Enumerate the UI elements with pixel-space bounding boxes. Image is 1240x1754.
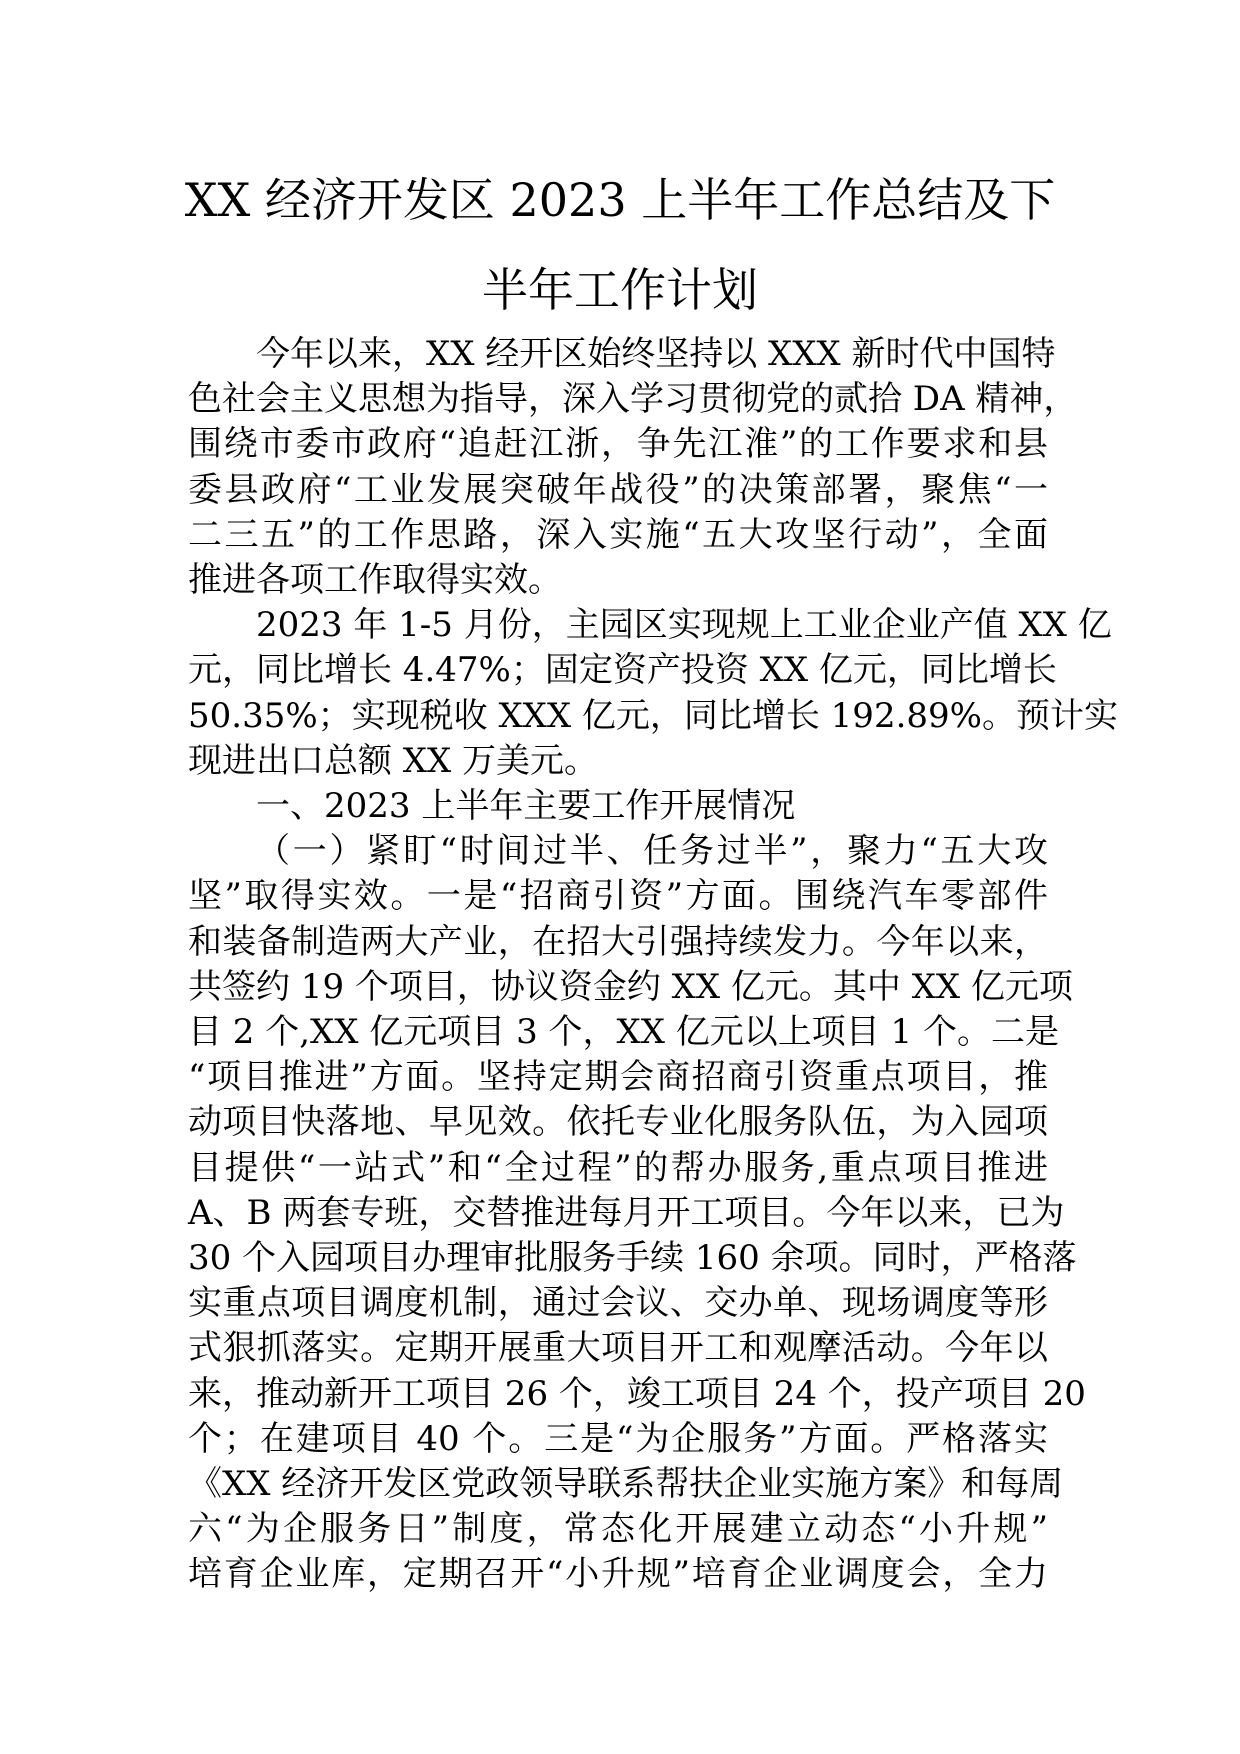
text-line: 实重点项目调度机制，通过会议、交办单、现场调度等形 [188, 1283, 1048, 1324]
text-line: 目 2 个,XX 亿元项目 3 个，XX 亿元以上项目 1 个。二是 [188, 1012, 1059, 1053]
text-line: 现进出口总额 XX 万美元。 [188, 740, 599, 781]
text-line: 《XX 经济开发区党政领导联系帮扶企业实施方案》和每周 [188, 1464, 1064, 1505]
paragraph-section-1 [188, 829, 1086, 1597]
text-line: 共签约 19 个项目，协议资金约 XX 亿元。其中 XX 亿元项 [188, 966, 1073, 1007]
paragraph-statistics [188, 603, 1118, 784]
text-line: 色社会主义思想为指导，深入学习贯彻党的贰拾 DA 精神， [188, 379, 1078, 420]
text-line: 六“为企服务日”制度，常态化开展建立动态“小升规” [188, 1509, 1048, 1550]
document-title-line-2: 半年工作计划 [482, 263, 758, 317]
text-line: 50.35%；实现税收 XXX 亿元，同比增长 192.89%。预计实 [188, 695, 1118, 736]
text-line: 坚”取得实效。一是“招商引资”方面。围绕汽车零部件 [188, 876, 1048, 917]
text-line: 推进各项工作取得实效。 [188, 560, 562, 601]
text-line: A、B 两套专班，交替推进每月开工项目。今年以来，已为 [188, 1192, 1065, 1233]
text-line: 目提供“一站式”和“全过程”的帮办服务,重点项目推进 [188, 1147, 1048, 1188]
text-line: 式狠抓落实。定期开展重大项目开工和观摩活动。今年以 [188, 1328, 1048, 1369]
text-line: 动项目快落地、早见效。依托专业化服务队伍，为入园项 [188, 1102, 1048, 1143]
text-line: “项目推进”方面。坚持定期会商招商引资重点项目，推 [188, 1057, 1048, 1098]
document-body [188, 332, 1118, 1598]
section-heading [188, 784, 1048, 829]
text-line: 委县政府“工业发展突破年战役”的决策部署，聚焦“一 [188, 469, 1048, 510]
text-line: （一）紧盯“时间过半、任务过半”，聚力“五大攻 [256, 831, 1048, 872]
text-line: 30 个入园项目办理审批服务手续 160 余项。同时，严格落 [188, 1238, 1077, 1279]
text-line: 围绕市委市政府“追赶江浙，争先江淮”的工作要求和县 [188, 424, 1048, 465]
document-title-line-1: XX 经济开发区 2023 上半年工作总结及下 [184, 173, 1056, 227]
text-line: 来，推动新开工项目 26 个，竣工项目 24 个，投产项目 20 [188, 1373, 1086, 1414]
text-line: 元，同比增长 4.47%；固定资产投资 XX 亿元，同比增长 [188, 650, 1057, 691]
text-line: 今年以来，XX 经开区始终坚持以 XXX 新时代中国特 [256, 334, 1056, 374]
text-line: 和装备制造两大产业，在招大引强持续发力。今年以来， [188, 921, 1048, 962]
text-line: 培育企业库，定期召开“小升规”培育企业调度会，全力 [188, 1554, 1048, 1595]
text-line: 2023 年 1-5 月份，主园区实现规上工业企业产值 XX 亿 [256, 605, 1112, 646]
text-line: 二三五”的工作思路，深入实施“五大攻坚行动”，全面 [188, 514, 1048, 555]
text-line: 一、2023 上半年主要工作开展情况 [256, 786, 796, 827]
paragraph-intro [188, 332, 1078, 603]
text-line: 个；在建项目 40 个。三是“为企服务”方面。严格落实 [188, 1418, 1048, 1459]
